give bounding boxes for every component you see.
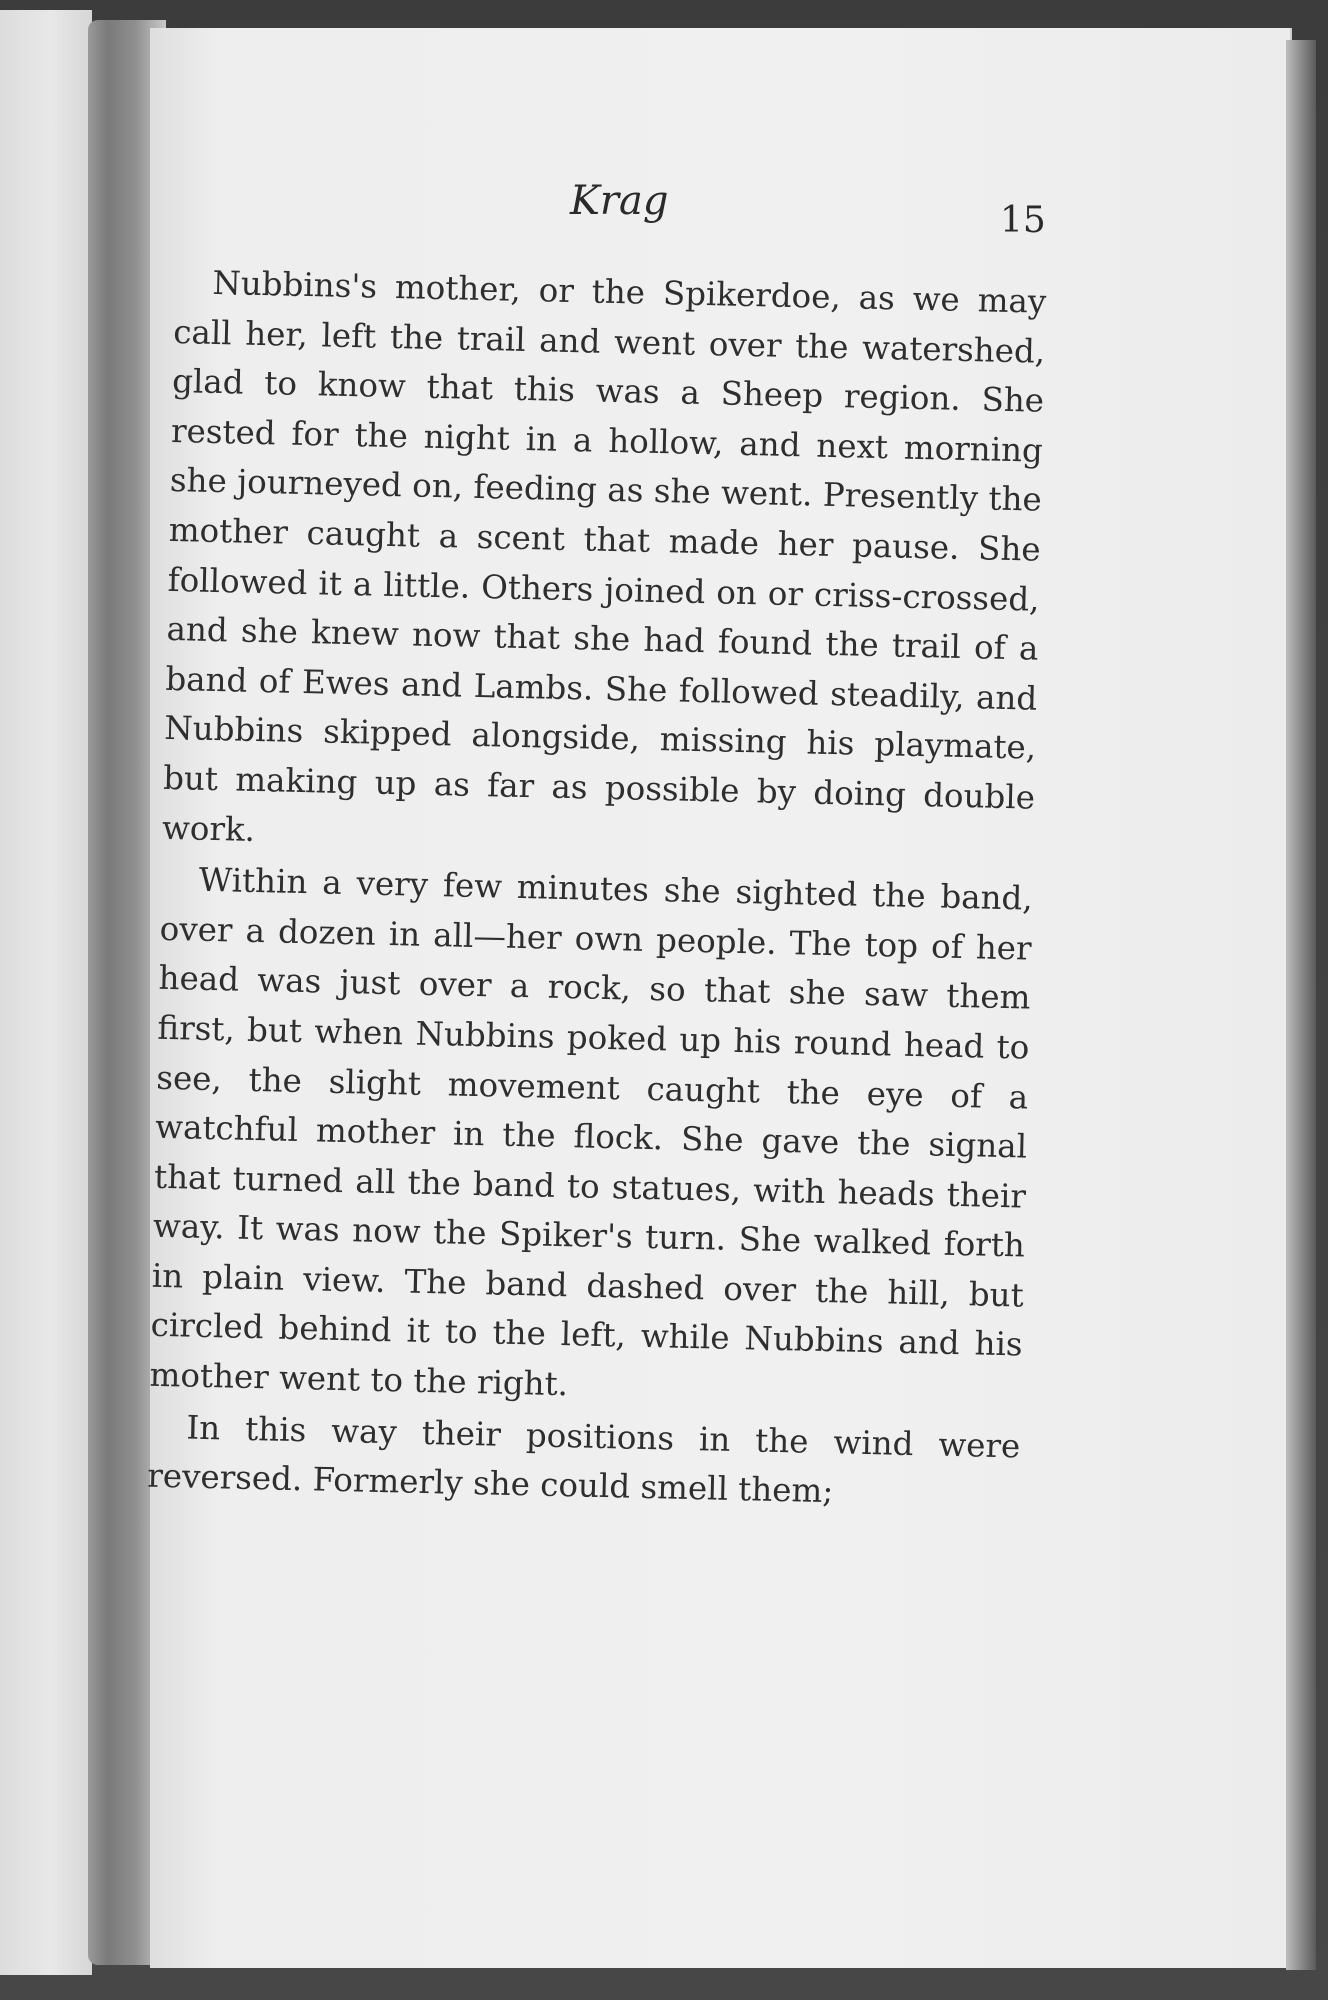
paragraph: Nubbins's mother, or the Spikerdoe, as we may call her, left the trail and went over the watershed, glad to know that this was a Sheep region. She rested for the night in a hollow, and next morning she journeyed on, feeding as she went. Presently the mother caught a scent that made her pause. She followed it a little. Others joined on or criss-crossed, and she knew now that she had found the trail of a band of Ewes and Lambs. She followed steadily, and Nubbins skipped alongside, missing his playmate, but making up as far as possible by doing double work. <box>161 263 1047 849</box>
running-title: Krag <box>570 178 669 224</box>
page-fore-edge <box>1286 40 1316 1970</box>
page-number: 15 <box>1000 200 1046 241</box>
body-text <box>147 258 1047 1521</box>
paragraph: Within a very few minutes she sighted the band, over a dozen in all—her own people. The top of her head was just over a rock, so that she saw them first, but when Nubbins poked up his round head to see, the slight movement caught the eye of a watchful mother in the flock. She gave the signal that turned all the band to statues, with heads their way. It was now the Spiker's turn. She walked forth in plain view. The band dashed over the hill, but circled behind it to the left, while Nubbins and his mother went to the right. <box>149 860 1034 1404</box>
facing-page-edge <box>0 10 92 1975</box>
page-header <box>150 178 1290 248</box>
paragraph: In this way their positions in the wind were reversed. Formerly she could smell them; <box>146 1408 1021 1511</box>
